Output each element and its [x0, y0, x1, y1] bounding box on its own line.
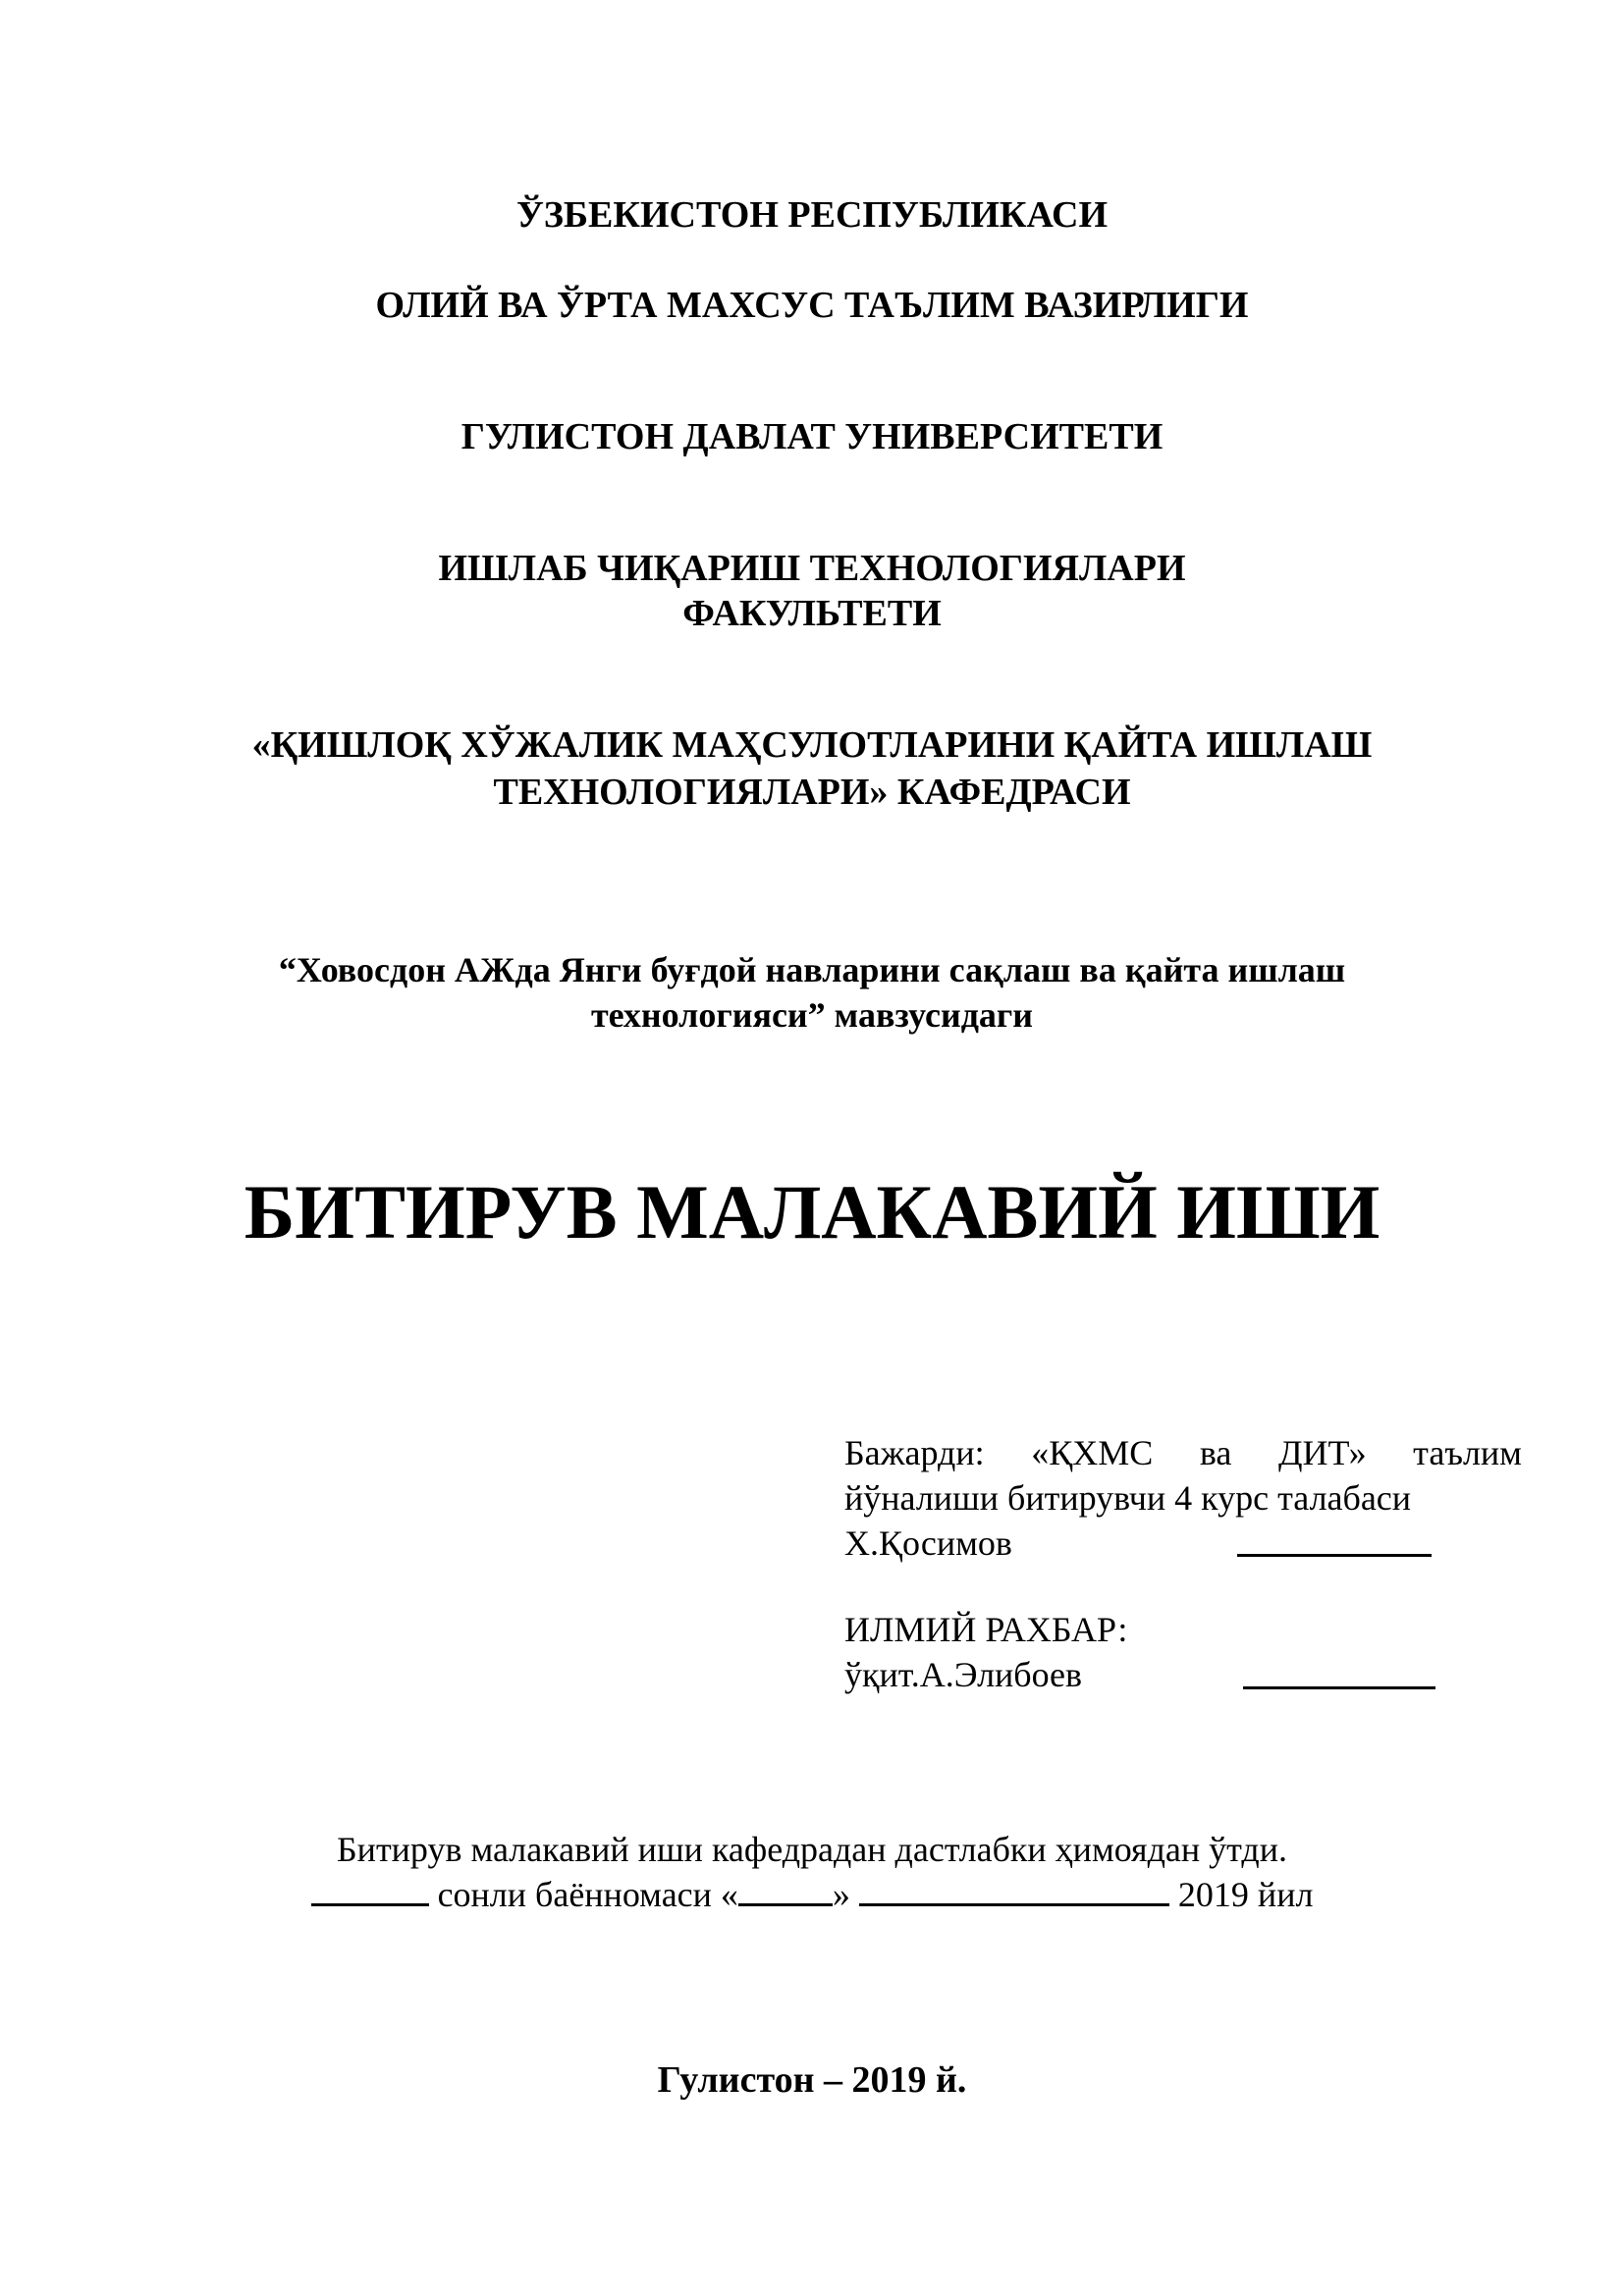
quote-close: » [832, 1875, 859, 1914]
performer-line2: йўналиши битирувчи 4 курс талабаси [844, 1478, 1412, 1518]
supervisor-label: ИЛМИЙ РАХБАР: [844, 1610, 1128, 1649]
performer-word: ва [1199, 1433, 1232, 1472]
ministry-heading: ОЛИЙ ВА ЎРТА МАХСУС ТАЪЛИМ ВАЗИРЛИГИ [375, 285, 1249, 326]
topic-line1: “Ховосдон АЖда Янги буғдой навларини сақлаш ва қайта ишлаш [278, 950, 1346, 989]
student-signature-line [1237, 1554, 1432, 1557]
protocol-text: сонли баённомаси « [428, 1875, 738, 1914]
defense-line1: Битирув малакавий иши кафедрадан дастлабки ҳимоядан ўтди. [337, 1830, 1287, 1869]
performer-word: «ҚХМС [1031, 1433, 1154, 1472]
performer-word: Бажарди: [844, 1433, 985, 1472]
performer-line1 [844, 1435, 1522, 1470]
place-year-footer: Гулистон – 2019 й. [657, 2059, 967, 2101]
date-day-blank [738, 1878, 833, 1906]
student-name: Х.Қосимов [844, 1523, 1012, 1563]
topic-line2: технологияси” мавзусидаги [590, 995, 1034, 1035]
department-heading-line2: ТЕХНОЛОГИЯЛАРИ» КАФЕДРАСИ [493, 772, 1131, 813]
defense-line2 [0, 1877, 1624, 1912]
date-month-blank [859, 1878, 1169, 1906]
republic-heading: ЎЗБЕКИСТОН РЕСПУБЛИКАСИ [515, 194, 1109, 236]
document-title: БИТИРУВ МАЛАКАВИЙ ИШИ [244, 1169, 1380, 1255]
faculty-heading-line2: ФАКУЛЬТЕТИ [682, 593, 942, 634]
university-heading: ГУЛИСТОН ДАВЛАТ УНИВЕРСИТЕТИ [460, 416, 1164, 457]
performer-word: ДИТ» [1277, 1433, 1367, 1472]
year-text: 2019 йил [1168, 1875, 1314, 1914]
supervisor-signature-line [1243, 1686, 1435, 1689]
performer-word: таълим [1413, 1433, 1522, 1472]
protocol-number-blank [311, 1878, 429, 1906]
faculty-heading-line1: ИШЛАБ ЧИҚАРИШ ТЕХНОЛОГИЯЛАРИ [438, 548, 1186, 589]
supervisor-name: ўқит.А.Элибоев [844, 1655, 1083, 1694]
department-heading-line1: «ҚИШЛОҚ ХЎЖАЛИК МАҲСУЛОТЛАРИНИ ҚАЙТА ИШЛАШ [251, 724, 1373, 766]
